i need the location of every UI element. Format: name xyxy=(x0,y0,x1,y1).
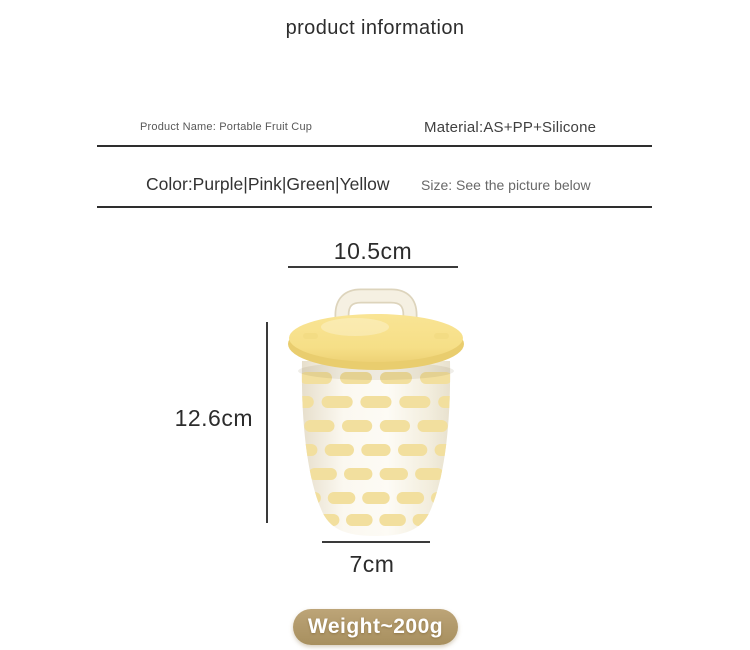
weight-badge: Weight~200g xyxy=(293,609,458,645)
spec-divider-bottom xyxy=(97,206,652,208)
dimension-bottom-width-line xyxy=(322,541,430,543)
dimension-height-label: 12.6cm xyxy=(174,405,253,431)
spec-color: Color:Purple|Pink|Green|Yellow xyxy=(146,174,390,194)
spec-size: Size: See the picture below xyxy=(421,177,591,193)
dimension-bottom-width-label: 7cm xyxy=(349,551,395,577)
dimension-top-width-label: 10.5cm xyxy=(333,238,413,264)
page-title: product information xyxy=(285,17,465,39)
spec-product-name: Product Name: Portable Fruit Cup xyxy=(140,121,313,133)
dimension-height-line xyxy=(266,322,268,523)
cup-lid xyxy=(288,314,464,370)
spec-divider-top xyxy=(97,145,652,147)
spec-material: Material:AS+PP+Silicone xyxy=(424,119,597,136)
dimension-top-width-line xyxy=(288,266,458,268)
fruit-cup-image xyxy=(285,281,467,537)
